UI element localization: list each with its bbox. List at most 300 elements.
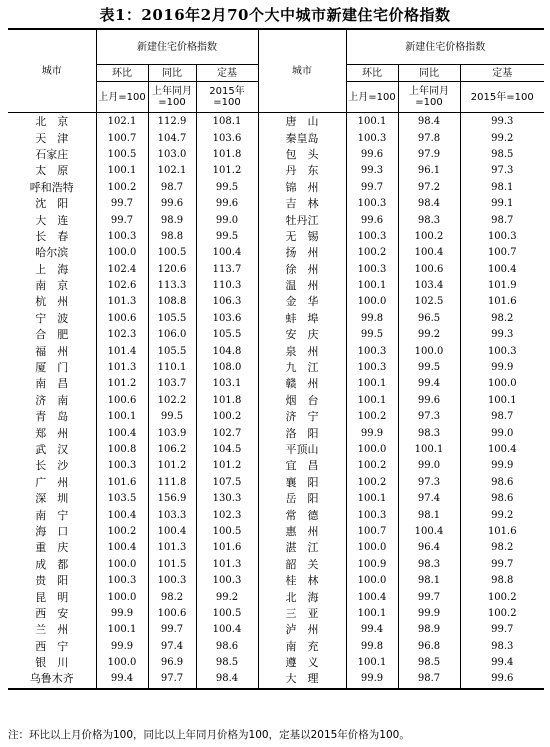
cell-city-left: 宁 波: [8, 311, 96, 327]
cell-base-right: 100.4: [487, 444, 517, 455]
header-mom-right: 环比: [346, 65, 398, 82]
cell-city-right: 秦皇岛: [258, 130, 346, 146]
cell-city-left: 西 安: [8, 606, 96, 622]
cell-city-left: 呼和浩特: [8, 180, 96, 196]
cell-mom-right: 99.6: [346, 147, 398, 163]
cell-base-right: 98.7: [491, 411, 514, 423]
cell-yoy-right: 100.4: [398, 524, 460, 540]
cell-mom-right: 100.2: [346, 245, 398, 261]
cell-yoy-right: 100.2: [398, 229, 460, 245]
cell-yoy-left: 101.5: [148, 557, 196, 573]
cell-mom-right: 99.4: [346, 622, 398, 638]
cell-city-left: 南 昌: [8, 376, 96, 392]
cell-yoy-left: 99.5: [148, 409, 196, 425]
cell-city-right: 南 充: [258, 639, 346, 655]
cell-yoy-right: 100.1: [398, 442, 460, 458]
cell-yoy-right: 97.3: [398, 475, 460, 491]
cell-base-left: 100.4: [196, 245, 258, 261]
cell-base-left: 100.5: [196, 606, 258, 622]
table-row: [8, 606, 544, 622]
cell-yoy-left: 97.7: [148, 671, 196, 688]
cell-mom-left: 100.4: [96, 540, 148, 556]
cell-base-right: 98.1: [491, 181, 514, 193]
cell-city-right: 烟 台: [258, 393, 346, 409]
cell-city-right: 常 德: [258, 507, 346, 523]
cell-city-left: 贵 阳: [8, 573, 96, 589]
cell-mom-left: 101.3: [96, 360, 148, 376]
table-row: [8, 278, 544, 294]
table-row: [8, 229, 544, 245]
cell-base-right: 101.6: [487, 296, 517, 308]
cell-city-left: 南 京: [8, 278, 96, 294]
cell-city-left: 北 京: [8, 113, 96, 131]
cell-yoy-right: 98.3: [398, 557, 460, 573]
header-base-sub-left: 2015年=100: [196, 82, 258, 113]
cell-base-right: 99.9: [491, 460, 514, 472]
table-title: 表1：2016年2月70个大中城市新建住宅价格指数: [99, 6, 451, 24]
cell-mom-left: 100.5: [96, 147, 148, 163]
cell-yoy-left: 101.3: [148, 540, 196, 556]
cell-base-right: 99.3: [460, 113, 544, 131]
cell-yoy-right: 99.7: [398, 589, 460, 605]
cell-city-left: 重 庆: [8, 540, 96, 556]
cell-base-right: 100.3: [487, 230, 517, 242]
cell-city-right: 扬 州: [258, 245, 346, 261]
header-city-right: 城市: [258, 29, 346, 113]
table-row: [8, 475, 544, 491]
cell-city-right: 洛 阳: [258, 425, 346, 441]
header-city-left: 城市: [8, 29, 96, 113]
table-row: [8, 622, 544, 638]
cell-city-left: 大 连: [8, 212, 96, 228]
cell-city-right: 温 州: [258, 278, 346, 294]
table-row: [8, 557, 544, 573]
cell-yoy-right: 99.0: [398, 458, 460, 474]
cell-city-left: 长 沙: [8, 458, 96, 474]
cell-mom-left: 101.4: [96, 343, 148, 359]
cell-city-left: 上 海: [8, 262, 96, 278]
cell-mom-left: 100.4: [96, 425, 148, 441]
cell-city-left: 武 汉: [8, 442, 96, 458]
cell-base-left: 104.8: [196, 343, 258, 359]
cell-mom-right: 100.9: [346, 557, 398, 573]
cell-mom-right: 100.4: [346, 589, 398, 605]
cell-city-left: 乌鲁木齐: [8, 671, 96, 688]
table-row: [8, 311, 544, 327]
cell-yoy-right: 99.2: [398, 327, 460, 343]
cell-city-left: 银 川: [8, 655, 96, 671]
cell-yoy-left: 98.8: [148, 229, 196, 245]
header-mom-left: 环比: [96, 65, 148, 82]
cell-mom-right: 99.3: [346, 163, 398, 179]
cell-mom-left: 100.0: [96, 589, 148, 605]
cell-base-left: 113.7: [196, 262, 258, 278]
cell-yoy-left: 103.7: [148, 376, 196, 392]
cell-city-right: 包 头: [258, 147, 346, 163]
cell-city-right: 三 亚: [258, 606, 346, 622]
cell-yoy-left: 100.4: [148, 524, 196, 540]
cell-base-left: 103.6: [196, 311, 258, 327]
cell-mom-left: 100.0: [96, 655, 148, 671]
cell-base-left: 100.2: [196, 409, 258, 425]
cell-base-right: 99.1: [491, 198, 514, 210]
cell-mom-left: 99.7: [96, 196, 148, 212]
cell-yoy-left: 100.6: [148, 606, 196, 622]
cell-mom-right: 100.1: [346, 491, 398, 507]
cell-city-right: 牡丹江: [258, 212, 346, 228]
cell-base-left: 103.6: [196, 130, 258, 146]
cell-base-right: 99.0: [491, 427, 514, 439]
cell-mom-left: 100.0: [96, 557, 148, 573]
table-row: [8, 639, 544, 655]
cell-city-left: 成 都: [8, 557, 96, 573]
table-row: [8, 147, 544, 163]
cell-base-right: 99.2: [491, 509, 514, 521]
cell-mom-left: 100.3: [96, 573, 148, 589]
table-row: [8, 245, 544, 261]
cell-city-right: 湛 江: [258, 540, 346, 556]
cell-yoy-left: 100.5: [148, 245, 196, 261]
cell-base-left: 100.4: [196, 622, 258, 638]
cell-city-left: 海 口: [8, 524, 96, 540]
cell-yoy-left: 103.3: [148, 507, 196, 523]
cell-base-right: 99.4: [491, 657, 514, 669]
cell-mom-left: 101.3: [96, 294, 148, 310]
cell-city-right: 赣 州: [258, 376, 346, 392]
cell-yoy-left: 111.8: [148, 475, 196, 491]
cell-base-left: 99.2: [196, 589, 258, 605]
cell-yoy-right: 98.3: [398, 425, 460, 441]
cell-base-left: 100.5: [196, 524, 258, 540]
cell-yoy-right: 98.7: [398, 671, 460, 688]
cell-yoy-left: 105.5: [148, 311, 196, 327]
header-base-right: 定基: [460, 65, 544, 82]
cell-base-right: 97.3: [491, 165, 514, 177]
cell-mom-left: 100.3: [96, 229, 148, 245]
header-yoy-right: 同比: [398, 65, 460, 82]
header-yoy-sub-left: 上年同月=100: [148, 82, 196, 113]
cell-city-right: 平顶山: [258, 442, 346, 458]
cell-base-left: 105.5: [196, 327, 258, 343]
header-base-left: 定基: [196, 65, 258, 82]
cell-yoy-left: 120.6: [148, 262, 196, 278]
cell-city-right: 济 宁: [258, 409, 346, 425]
cell-mom-right: 100.3: [346, 507, 398, 523]
table-row: [8, 393, 544, 409]
cell-base-left: 103.1: [196, 376, 258, 392]
cell-mom-left: 100.6: [96, 393, 148, 409]
cell-mom-left: 100.1: [96, 622, 148, 638]
cell-mom-left: 102.3: [96, 327, 148, 343]
cell-base-right: 98.5: [491, 148, 514, 160]
table-row: [8, 327, 544, 343]
cell-mom-right: 100.2: [346, 409, 398, 425]
cell-mom-left: 100.2: [96, 524, 148, 540]
cell-base-right: 99.3: [491, 329, 514, 341]
cell-yoy-right: 98.1: [398, 507, 460, 523]
cell-mom-left: 102.4: [96, 262, 148, 278]
cell-city-left: 深 圳: [8, 491, 96, 507]
table-row: [8, 294, 544, 310]
cell-yoy-left: 108.8: [148, 294, 196, 310]
cell-yoy-left: 97.4: [148, 639, 196, 655]
cell-base-right: 100.1: [487, 394, 517, 406]
cell-base-right: 99.9: [491, 362, 514, 374]
cell-city-right: 北 海: [258, 589, 346, 605]
cell-mom-right: 100.0: [346, 442, 398, 458]
table-row: [8, 163, 544, 179]
cell-city-left: 太 原: [8, 163, 96, 179]
cell-yoy-right: 97.8: [398, 130, 460, 146]
cell-base-left: 101.6: [196, 540, 258, 556]
cell-base-right: 101.9: [487, 280, 517, 292]
cell-mom-right: 100.1: [346, 393, 398, 409]
cell-city-left: 福 州: [8, 343, 96, 359]
cell-city-left: 合 肥: [8, 327, 96, 343]
cell-city-left: 青 岛: [8, 409, 96, 425]
cell-base-left: 101.2: [196, 163, 258, 179]
cell-mom-left: 100.1: [96, 163, 148, 179]
cell-yoy-left: 99.6: [148, 196, 196, 212]
cell-mom-left: 101.2: [96, 376, 148, 392]
cell-city-right: 襄 阳: [258, 475, 346, 491]
cell-mom-right: 99.8: [346, 639, 398, 655]
cell-yoy-left: 102.1: [148, 163, 196, 179]
cell-mom-right: 100.1: [346, 278, 398, 294]
cell-yoy-left: 103.0: [148, 147, 196, 163]
cell-mom-right: 100.0: [346, 294, 398, 310]
cell-yoy-left: 102.2: [148, 393, 196, 409]
cell-base-left: 98.4: [196, 671, 258, 688]
cell-city-right: 岳 阳: [258, 491, 346, 507]
cell-yoy-left: 101.2: [148, 458, 196, 474]
cell-city-left: 南 宁: [8, 507, 96, 523]
cell-yoy-right: 98.5: [398, 655, 460, 671]
cell-base-right: 98.6: [491, 493, 514, 505]
cell-base-right: 101.6: [487, 525, 517, 537]
cell-mom-right: 100.3: [346, 229, 398, 245]
cell-base-right: 100.2: [487, 591, 517, 603]
price-index-table: [8, 28, 544, 690]
cell-mom-left: 99.4: [96, 671, 148, 688]
table-row: [8, 442, 544, 458]
cell-mom-left: 101.6: [96, 475, 148, 491]
table-row: [8, 130, 544, 146]
cell-mom-right: 100.3: [346, 196, 398, 212]
cell-city-left: 哈尔滨: [8, 245, 96, 261]
cell-base-right: 98.2: [491, 312, 514, 324]
header-yoy-sub-right: 上年同月=100: [398, 82, 460, 113]
cell-base-left: 108.0: [196, 360, 258, 376]
header-row-1: [8, 29, 544, 65]
cell-mom-left: 100.6: [96, 311, 148, 327]
cell-base-right: 99.7: [491, 624, 514, 636]
cell-yoy-right: 100.0: [398, 343, 460, 359]
cell-yoy-left: 104.7: [148, 130, 196, 146]
cell-city-left: 西 宁: [8, 639, 96, 655]
cell-city-right: 金 华: [258, 294, 346, 310]
table-row: [8, 458, 544, 474]
cell-base-left: 102.3: [196, 507, 258, 523]
table-row: [8, 360, 544, 376]
cell-mom-right: 99.9: [346, 671, 398, 688]
header-group-left: 新建住宅价格指数: [96, 29, 258, 65]
cell-city-right: 泸 州: [258, 622, 346, 638]
cell-mom-left: 100.2: [96, 180, 148, 196]
cell-city-right: 唐 山: [258, 113, 346, 131]
cell-mom-right: 100.7: [346, 524, 398, 540]
cell-city-right: 遵 义: [258, 655, 346, 671]
table-row: [8, 671, 544, 688]
cell-mom-left: 100.4: [96, 507, 148, 523]
table-row: [8, 113, 544, 131]
cell-base-right: 98.6: [491, 476, 514, 488]
cell-yoy-left: 99.7: [148, 622, 196, 638]
cell-city-left: 天 津: [8, 130, 96, 146]
cell-base-left: 108.1: [196, 113, 258, 131]
cell-yoy-right: 97.2: [398, 180, 460, 196]
cell-yoy-right: 99.4: [398, 376, 460, 392]
cell-base-left: 101.8: [196, 393, 258, 409]
cell-yoy-right: 98.3: [398, 212, 460, 228]
cell-mom-right: 100.2: [346, 458, 398, 474]
cell-yoy-right: 97.3: [398, 409, 460, 425]
cell-mom-left: 99.9: [96, 606, 148, 622]
cell-yoy-left: 98.9: [148, 212, 196, 228]
table-row: [8, 343, 544, 359]
cell-city-right: 无 锡: [258, 229, 346, 245]
cell-mom-left: 100.8: [96, 442, 148, 458]
cell-mom-right: 100.0: [346, 540, 398, 556]
cell-mom-right: 99.9: [346, 425, 398, 441]
cell-yoy-right: 98.4: [398, 113, 460, 131]
cell-base-right: 98.7: [491, 214, 514, 226]
cell-city-right: 韶 关: [258, 557, 346, 573]
cell-yoy-right: 98.4: [398, 196, 460, 212]
cell-base-left: 99.0: [196, 212, 258, 228]
cell-mom-left: 100.0: [96, 245, 148, 261]
cell-city-left: 广 州: [8, 475, 96, 491]
cell-mom-right: 99.7: [346, 180, 398, 196]
table-row: [8, 589, 544, 605]
cell-mom-right: 99.6: [346, 212, 398, 228]
cell-yoy-right: 96.4: [398, 540, 460, 556]
table-body: [8, 113, 544, 689]
cell-mom-right: 100.1: [346, 376, 398, 392]
cell-city-right: 安 庆: [258, 327, 346, 343]
cell-yoy-right: 100.6: [398, 262, 460, 278]
header-yoy-left: 同比: [148, 65, 196, 82]
cell-yoy-right: 96.1: [398, 163, 460, 179]
cell-city-right: 九 江: [258, 360, 346, 376]
cell-city-right: 丹 东: [258, 163, 346, 179]
table-row: [8, 409, 544, 425]
table-row: [8, 540, 544, 556]
table-row: [8, 196, 544, 212]
cell-yoy-right: 100.4: [398, 245, 460, 261]
cell-yoy-left: 110.1: [148, 360, 196, 376]
cell-yoy-left: 100.3: [148, 573, 196, 589]
table-row: [8, 524, 544, 540]
cell-mom-left: 99.9: [96, 639, 148, 655]
cell-city-right: 大 理: [258, 671, 346, 688]
cell-base-right: 100.2: [487, 607, 517, 619]
table-row: [8, 425, 544, 441]
cell-base-right: 99.7: [491, 558, 514, 570]
cell-mom-right: 100.2: [346, 475, 398, 491]
cell-base-right: 100.0: [487, 378, 517, 390]
cell-base-left: 104.5: [196, 442, 258, 458]
cell-yoy-right: 97.4: [398, 491, 460, 507]
header-mom-sub-right: 上月=100: [346, 82, 398, 113]
cell-base-left: 101.8: [196, 147, 258, 163]
cell-yoy-left: 113.3: [148, 278, 196, 294]
cell-city-right: 吉 林: [258, 196, 346, 212]
cell-base-left: 106.3: [196, 294, 258, 310]
cell-mom-right: 100.1: [346, 655, 398, 671]
cell-mom-left: 103.5: [96, 491, 148, 507]
cell-mom-right: 100.3: [346, 343, 398, 359]
cell-yoy-right: 98.1: [398, 573, 460, 589]
cell-base-right: 98.8: [491, 575, 514, 587]
cell-mom-right: 100.1: [346, 113, 398, 131]
cell-base-left: 100.3: [196, 573, 258, 589]
cell-yoy-right: 98.9: [398, 622, 460, 638]
cell-city-left: 沈 阳: [8, 196, 96, 212]
cell-mom-right: 100.3: [346, 130, 398, 146]
cell-base-left: 102.7: [196, 425, 258, 441]
cell-city-left: 济 南: [8, 393, 96, 409]
cell-base-left: 101.3: [196, 557, 258, 573]
cell-base-right: 98.2: [491, 542, 514, 554]
cell-mom-right: 100.0: [346, 573, 398, 589]
cell-yoy-right: 99.5: [398, 360, 460, 376]
cell-base-right: 100.4: [487, 263, 517, 275]
cell-yoy-right: 99.6: [398, 393, 460, 409]
cell-base-right: 100.7: [487, 247, 517, 259]
cell-base-left: 130.3: [196, 491, 258, 507]
cell-city-right: 锦 州: [258, 180, 346, 196]
cell-city-right: 惠 州: [258, 524, 346, 540]
cell-base-left: 107.5: [196, 475, 258, 491]
table-row: [8, 262, 544, 278]
cell-base-left: 98.5: [196, 655, 258, 671]
cell-city-left: 昆 明: [8, 589, 96, 605]
header-mom-sub-left: 上月=100: [96, 82, 148, 113]
cell-mom-left: 100.3: [96, 458, 148, 474]
cell-yoy-left: 106.2: [148, 442, 196, 458]
cell-yoy-left: 112.9: [148, 113, 196, 131]
cell-base-right: 99.6: [460, 671, 544, 688]
cell-mom-left: 102.6: [96, 278, 148, 294]
cell-city-left: 厦 门: [8, 360, 96, 376]
cell-yoy-left: 98.2: [148, 589, 196, 605]
table-row: [8, 507, 544, 523]
cell-mom-left: 102.1: [96, 113, 148, 131]
table-row: [8, 180, 544, 196]
cell-yoy-right: 102.5: [398, 294, 460, 310]
cell-city-left: 兰 州: [8, 622, 96, 638]
cell-mom-left: 99.7: [96, 212, 148, 228]
cell-yoy-right: 103.4: [398, 278, 460, 294]
cell-city-left: 杭 州: [8, 294, 96, 310]
cell-base-left: 101.2: [196, 458, 258, 474]
table-row: [8, 491, 544, 507]
cell-yoy-right: 96.8: [398, 639, 460, 655]
cell-mom-left: 100.7: [96, 130, 148, 146]
cell-yoy-right: 96.5: [398, 311, 460, 327]
cell-yoy-left: 106.0: [148, 327, 196, 343]
